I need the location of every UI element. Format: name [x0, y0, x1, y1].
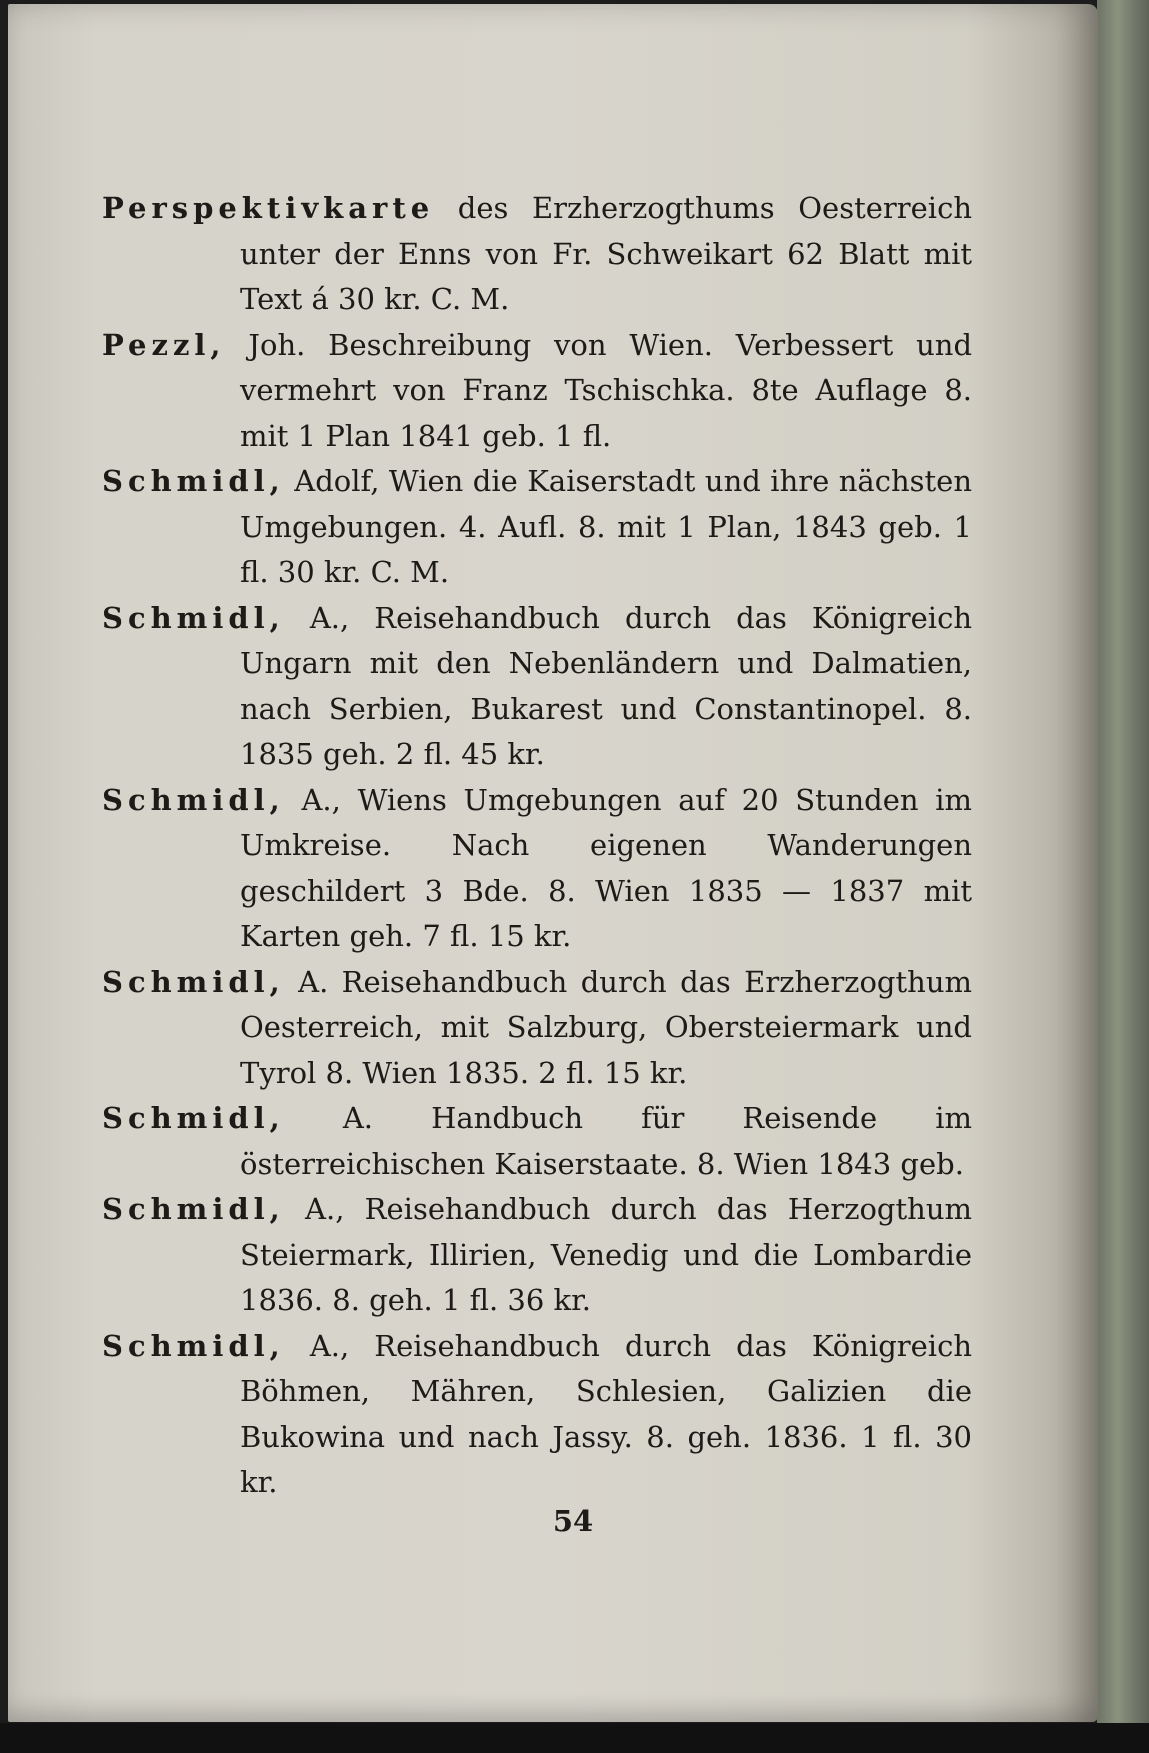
bibliography-entry [102, 459, 972, 596]
entry-text: A., Reisehandbuch durch das Herzogthum Steiermark, Illirien, Venedig und die Lombardie 1836. 8. geh. 1 fl. 36 kr. [240, 1192, 973, 1317]
bibliography-entry [102, 1096, 972, 1187]
entry-text: A., Wiens Umgebungen auf 20 Stunden im Umkreise. Nach eigenen Wanderungen geschildert 3 Bde. 8. Wien 1835 — 1837 mit Karten geh. 7 fl. 15 kr. [240, 782, 973, 953]
entry-author: Schmidl, [102, 1192, 285, 1226]
page-number: 54 [552, 1504, 594, 1538]
bibliography-entry [102, 596, 972, 778]
entry-author: Schmidl, [102, 964, 285, 999]
bibliography-list [102, 186, 972, 1506]
entry-text: A., Reisehandbuch durch das Königreich Böhmen, Mähren, Schlesien, Galizien die Bukowina und nach Jassy. 8. geh. 1836. 1 fl. 30 kr. [240, 1328, 972, 1499]
entry-text: Adolf, Wien die Kaiserstadt und ihre nächsten Umgebungen. 4. Aufl. 8. mit 1 Plan, 1843 geb. 1 fl. 30 kr. C. M. [240, 464, 973, 589]
entry-text: A., Reisehandbuch durch das Königreich Ungarn mit den Nebenländern und Dalmatien, nach Serbien, Bukarest und Constantinopel. 8. 1835 geh. 2 fl. 45 kr. [240, 600, 972, 771]
bibliography-entry [102, 778, 972, 960]
entry-author: Schmidl, [102, 1101, 285, 1135]
entry-text: A. Handbuch für Reisende im österreichischen Kaiserstaate. 8. Wien 1843 geb. [240, 1101, 972, 1181]
entry-author: Schmidl, [102, 464, 285, 498]
entry-author: Schmidl, [102, 600, 285, 635]
entry-author: Pezzl, [102, 327, 226, 362]
bibliography-entry [102, 323, 972, 460]
bibliography-entry [102, 1324, 972, 1506]
bibliography-entry [102, 186, 972, 323]
scan-background-strip [0, 1723, 1149, 1753]
entry-author: Schmidl, [102, 782, 285, 817]
entry-text: Joh. Beschreibung von Wien. Verbessert und vermehrt von Franz Tschischka. 8te Auflage 8. mit 1 Plan 1841 geb. 1 fl. [240, 327, 973, 453]
entry-text: A. Reisehandbuch durch das Erzherzogthum Oesterreich, mit Salzburg, Obersteiermark und Tyrol 8. Wien 1835. 2 fl. 15 kr. [240, 964, 972, 1090]
entry-author: Perspektivkarte [102, 191, 435, 225]
bibliography-entry [102, 960, 972, 1097]
page-sheet [8, 4, 1098, 1722]
book-cover-edge [1097, 0, 1149, 1753]
entry-author: Schmidl, [102, 1328, 285, 1363]
bibliography-entry [102, 1187, 972, 1324]
entry-text: des Erzherzogthums Oesterreich unter der Enns von Fr. Schweikart 62 Blatt mit Text á 30 kr. C. M. [240, 191, 972, 316]
